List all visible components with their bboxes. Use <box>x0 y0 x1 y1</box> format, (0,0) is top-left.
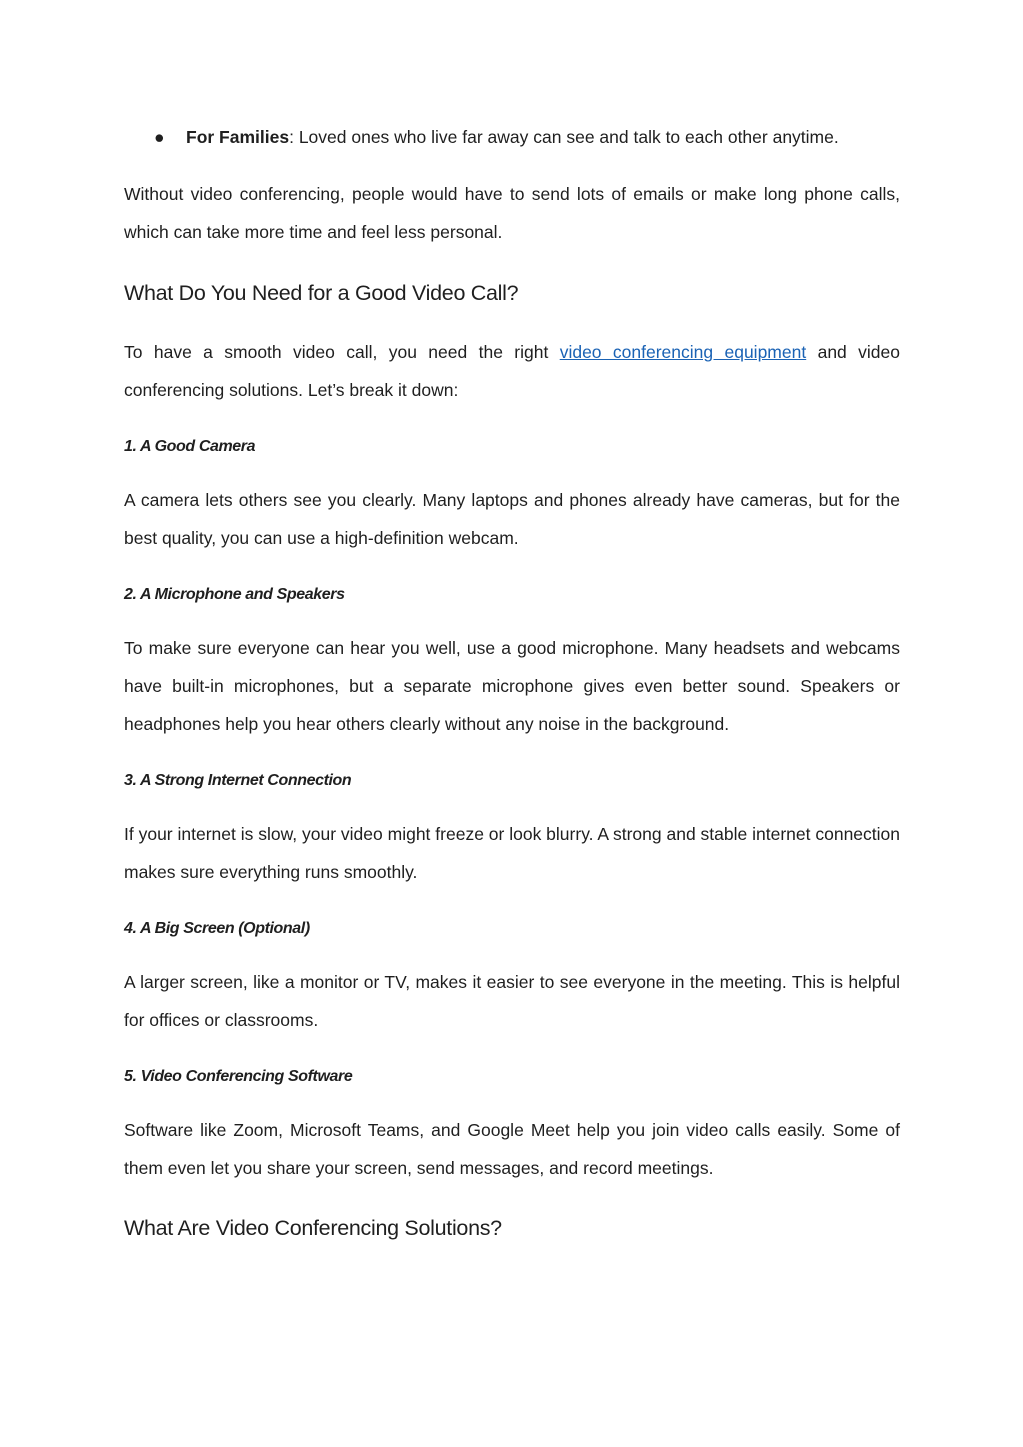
bullet-text: : Loved ones who live far away can see and talk to each other anytime. <box>289 127 839 147</box>
paragraph-without-conferencing: Without video conferencing, people would have to send lots of emails or make long phone calls, which can take more time and feel less personal. <box>124 184 900 242</box>
subheading-internet: 3. A Strong Internet Connection <box>124 772 352 789</box>
bullet-marker: ● <box>154 127 165 147</box>
heading-solutions: What Are Video Conferencing Solutions? <box>124 1216 502 1240</box>
paragraph-microphone: To make sure everyone can hear you well, use a good microphone. Many headsets and webcams have built-in microphones, but a separate microphone gives even better sound. Speakers or headphones help you hear others clearly without any noise in the background. <box>124 638 900 734</box>
paragraph-smooth-call <box>124 333 900 409</box>
heading-what-you-need: What Do You Need for a Good Video Call? <box>124 281 519 305</box>
subheading-software: 5. Video Conferencing Software <box>124 1068 353 1085</box>
subheading-camera: 1. A Good Camera <box>124 438 256 455</box>
paragraph-big-screen: A larger screen, like a monitor or TV, makes it easier to see everyone in the meeting. This is helpful for offices or classrooms. <box>124 972 900 1030</box>
bullet-label: For Families <box>186 127 290 147</box>
bullet-content <box>186 124 839 150</box>
equipment-link[interactable]: video conferencing equipment <box>559 342 807 362</box>
paragraph-internet: If your internet is slow, your video might freeze or look blurry. A strong and stable internet connection makes sure everything runs smoothly. <box>124 824 900 882</box>
subheading-big-screen: 4. A Big Screen (Optional) <box>124 920 310 937</box>
paragraph-smooth-call-after: and video conferencing solutions. Let’s break it down: <box>124 342 900 400</box>
paragraph-software: Software like Zoom, Microsoft Teams, and Google Meet help you join video calls easily. Some of them even let you share your screen, send messages, and record meetings. <box>124 1120 900 1178</box>
subheading-microphone: 2. A Microphone and Speakers <box>124 586 345 603</box>
paragraph-camera: A camera lets others see you clearly. Many laptops and phones already have cameras, but for the best quality, you can use a high-definition webcam. <box>124 490 900 548</box>
paragraph-smooth-call-before: To have a smooth video call, you need the right <box>124 342 560 362</box>
